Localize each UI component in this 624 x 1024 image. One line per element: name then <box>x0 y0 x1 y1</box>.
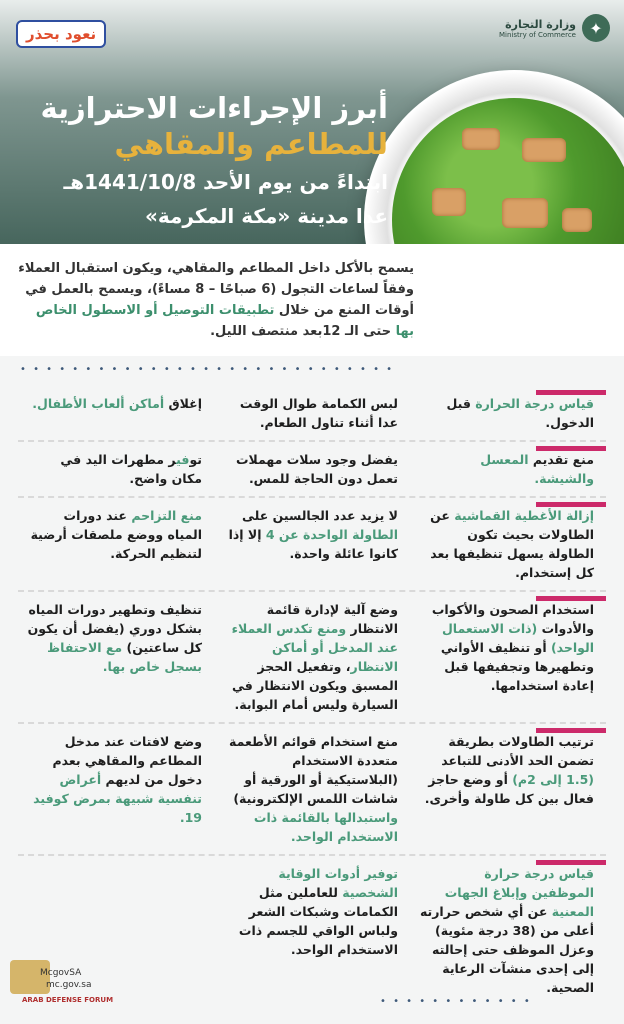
decor-dots-bottom: • • • • • • • • • • • • <box>380 996 532 1007</box>
measure-item <box>18 394 214 432</box>
measure-item <box>18 600 214 714</box>
measure-text: لا يزيد عدد الجالسين على الطاولة الواحدة عن 4 إلا إذا كانوا عائلة واحدة. <box>228 508 398 561</box>
accent-bar <box>536 860 606 865</box>
measure-item <box>214 506 410 582</box>
footer-watermark <box>6 960 116 1020</box>
title-block <box>8 90 388 230</box>
measure-text: توفير مطهرات اليد في مكان واضح. <box>60 452 202 486</box>
accent-bar <box>536 728 606 733</box>
measure-item <box>410 394 606 432</box>
measure-item <box>214 394 410 432</box>
measures-grid <box>18 386 606 1005</box>
measure-text: وضع لافتات عند مدخل المطاعم والمقاهي بعدم دخول من لديهم أعراض تنفسية شبيهة بمرض كوفيد 19. <box>33 734 202 825</box>
measure-text: وضع آلية لإدارة قائمة الانتظار ومنع تكدس العملاء عند المدخل أو أماكن الانتظار، وتفعيل الحجز المسبق ويكون الانتظار في السيارة وليس أمام البوابة. <box>231 602 398 712</box>
measure-item <box>410 506 606 582</box>
measure-text: لبس الكمامة طوال الوقت عدا أثناء تناول الطعام. <box>239 396 398 430</box>
subtitle-line2: عدا مدينة «مكة المكرمة» <box>144 204 388 228</box>
salad-image <box>364 70 624 244</box>
intro-box <box>0 244 624 356</box>
ministry-name-en: Ministry of Commerce <box>499 30 576 39</box>
intro-part2: حتى الـ 12بعد منتصف الليل. <box>210 324 392 339</box>
footer-site: mc.gov.sa <box>46 980 92 990</box>
measures-row <box>18 386 606 440</box>
measure-item <box>18 732 214 846</box>
intro-highlight: تطبيقات التوصيل أو الاسطول الخاص بها <box>35 303 414 339</box>
accent-bar <box>536 446 606 451</box>
footer-forum: ARAB DEFENSE FORUM <box>22 996 114 1004</box>
measure-text: قياس درجة الحرارة قبل الدخول. <box>446 396 594 430</box>
measure-item <box>410 732 606 846</box>
measure-item <box>214 864 410 997</box>
measure-text: إغلاق أماكن ألعاب الأطفال. <box>32 396 202 411</box>
intro-paragraph <box>14 258 414 342</box>
measure-item <box>214 732 410 846</box>
measure-text: منع التزاحم عند دورات المياه ووضع ملصقات أرضية لتنظيم الحركة. <box>30 508 202 561</box>
measure-item <box>410 450 606 488</box>
measures-row <box>18 496 606 590</box>
measure-text: قياس درجة حرارة الموظفين وإبلاغ الجهات المعنية عن أي شخص حرارته أعلى من (38 درجة مئوية) وعزل الموظف حتى إحالته إلى إحدى منشآت الرعاية الصحية. <box>419 866 594 995</box>
measure-text: منع تقديم المعسل والشيشة. <box>480 452 594 486</box>
measures-row <box>18 722 606 854</box>
intro-part1: يسمح بالأكل داخل المطاعم والمقاهي، ويكون استقبال العملاء وفقاً لساعات التجول (6 صباحًا – 8 مساءً)، ويسمح بالعمل في أوقات المنع من خلال <box>18 261 414 318</box>
measure-item <box>18 506 214 582</box>
campaign-logo: نعود بحذر <box>16 20 106 48</box>
measure-text: استخدام الصحون والأكواب والأدوات (ذات الاستعمال الواحد) أو تنظيف الأواني وتطهيرها وتجفيفها قبل إعادة استخدامها. <box>431 602 594 693</box>
measure-text: تنظيف وتطهير دورات المياه بشكل دوري (يفضل أن يكون كل ساعتين) مع الاحتفاظ بسجل خاص بها. <box>27 602 202 674</box>
accent-bar <box>536 390 606 395</box>
header-banner <box>0 0 624 244</box>
accent-bar <box>536 502 606 507</box>
accent-bar <box>536 596 606 601</box>
measures-row <box>18 590 606 722</box>
measure-text: إزالة الأغطية القماشية عن الطاولات بحيث تكون الطاولة يسهل تنظيفها بعد كل إستخدام. <box>430 508 594 580</box>
footer-handle: McgovSA <box>40 968 82 978</box>
ministry-logo <box>499 14 610 42</box>
measure-item <box>18 450 214 488</box>
measure-text: ترتيب الطاولات بطريقة تضمن الحد الأدنى للتباعد (1.5 إلى 2م) أو وضع حاجز فعال بين كل طاولة وأخرى. <box>424 734 594 806</box>
decor-dots: • • • • • • • • • • • • • • • • • • • • • • • • • • • • • <box>20 364 395 375</box>
measure-item <box>410 864 606 997</box>
measure-text: منع استخدام قوائم الأطعمة متعددة الاستخدام (البلاستيكية أو الورقية أو شاشات اللمس الإلكترونية) واستبدالها بالقائمة ذات الاستخدام الواحد. <box>229 734 398 844</box>
page-title-line2: للمطاعم والمقاهي <box>114 127 388 161</box>
measure-item <box>214 450 410 488</box>
ministry-name-ar: وزارة التجارة <box>505 17 576 31</box>
measure-text: توفير أدوات الوقاية الشخصية للعاملين مثل الكمامات وشبكات الشعر ولباس الواقي للجسم ذات الاستخدام الواحد. <box>238 866 398 957</box>
measure-text: يفضل وجود سلات مهملات تعمل دون الحاجة للمس. <box>235 452 398 486</box>
measures-row <box>18 440 606 496</box>
subtitle-line1: ابتداءً من يوم الأحد 1441/10/8هـ <box>63 170 388 194</box>
measure-item <box>214 600 410 714</box>
measure-item <box>410 600 606 714</box>
page-title-line1: أبرز الإجراءات الاحترازية <box>40 91 388 125</box>
palm-emblem-icon: ✦ <box>582 14 610 42</box>
